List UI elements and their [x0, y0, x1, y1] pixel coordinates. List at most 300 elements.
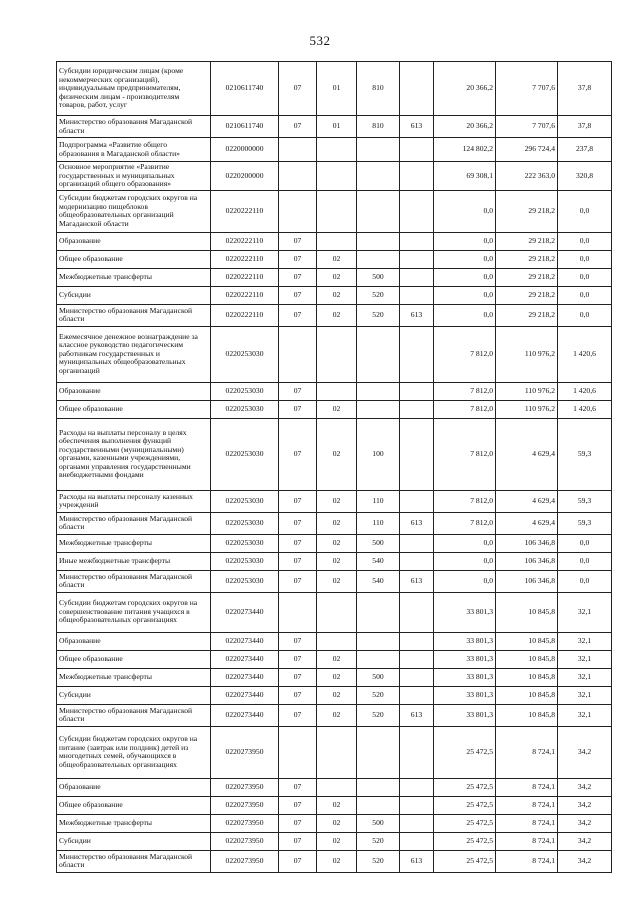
- percent-cell: 1 420,6: [558, 382, 612, 400]
- amount-planned-cell: 33 801,3: [434, 632, 496, 650]
- page-number: 532: [309, 33, 331, 48]
- percent-cell: 37,8: [558, 116, 612, 138]
- row-name-cell: Субсидии: [57, 832, 211, 850]
- target-code-cell: 0220253030: [211, 552, 279, 570]
- section-cell: 07: [279, 832, 317, 850]
- target-code-cell: 0220000000: [211, 138, 279, 162]
- target-code-cell: 0220273950: [211, 850, 279, 872]
- expense-type-cell: 520: [357, 850, 400, 872]
- table-row: [57, 552, 612, 570]
- section-cell: 07: [279, 796, 317, 814]
- subsection-cell: 01: [317, 116, 357, 138]
- percent-cell: 34,2: [558, 796, 612, 814]
- expense-type-cell: [357, 138, 400, 162]
- subsection-cell: 02: [317, 832, 357, 850]
- amount-planned-cell: 0,0: [434, 190, 496, 232]
- table-row: [57, 796, 612, 814]
- amount-planned-cell: 7 812,0: [434, 326, 496, 382]
- subsection-cell: 02: [317, 418, 357, 490]
- percent-cell: 0,0: [558, 250, 612, 268]
- subsection-cell: 02: [317, 650, 357, 668]
- expense-type-cell: 520: [357, 286, 400, 304]
- row-name-cell: Расходы на выплаты персоналу казенных учреждений: [57, 490, 211, 512]
- target-code-cell: 0220273440: [211, 632, 279, 650]
- percent-cell: 59,3: [558, 512, 612, 534]
- amount-actual-cell: 110 976,2: [496, 382, 558, 400]
- department-cell: [400, 632, 434, 650]
- amount-actual-cell: 7 707,6: [496, 62, 558, 116]
- amount-planned-cell: 33 801,3: [434, 704, 496, 726]
- expense-type-cell: 100: [357, 418, 400, 490]
- amount-planned-cell: 7 812,0: [434, 382, 496, 400]
- section-cell: 07: [279, 686, 317, 704]
- amount-planned-cell: 33 801,3: [434, 592, 496, 632]
- amount-planned-cell: 0,0: [434, 304, 496, 326]
- expense-type-cell: 500: [357, 534, 400, 552]
- row-name-cell: Министерство образования Магаданской области: [57, 304, 211, 326]
- amount-actual-cell: 10 845,8: [496, 704, 558, 726]
- section-cell: 07: [279, 382, 317, 400]
- department-cell: [400, 726, 434, 778]
- amount-planned-cell: 0,0: [434, 570, 496, 592]
- section-cell: [279, 726, 317, 778]
- expense-type-cell: 540: [357, 552, 400, 570]
- percent-cell: 32,1: [558, 668, 612, 686]
- row-name-cell: Субсидии: [57, 286, 211, 304]
- amount-actual-cell: 29 218,2: [496, 232, 558, 250]
- amount-actual-cell: 29 218,2: [496, 304, 558, 326]
- subsection-cell: [317, 632, 357, 650]
- subsection-cell: 02: [317, 304, 357, 326]
- section-cell: 07: [279, 250, 317, 268]
- percent-cell: 0,0: [558, 286, 612, 304]
- expense-type-cell: [357, 162, 400, 191]
- expense-type-cell: [357, 796, 400, 814]
- expense-type-cell: [357, 382, 400, 400]
- amount-actual-cell: 10 845,8: [496, 668, 558, 686]
- amount-actual-cell: 8 724,1: [496, 814, 558, 832]
- budget-table: [56, 61, 612, 873]
- amount-planned-cell: 7 812,0: [434, 512, 496, 534]
- table-row: [57, 512, 612, 534]
- expense-type-cell: 520: [357, 832, 400, 850]
- row-name-cell: Образование: [57, 632, 211, 650]
- department-cell: [400, 592, 434, 632]
- amount-planned-cell: 124 802,2: [434, 138, 496, 162]
- subsection-cell: 02: [317, 686, 357, 704]
- amount-planned-cell: 25 472,5: [434, 778, 496, 796]
- percent-cell: 0,0: [558, 190, 612, 232]
- percent-cell: 59,3: [558, 490, 612, 512]
- amount-actual-cell: 8 724,1: [496, 726, 558, 778]
- table-row: [57, 704, 612, 726]
- row-name-cell: Субсидии бюджетам городских округов на совершенствование питания учащихся в общеобразовательных организациях: [57, 592, 211, 632]
- expense-type-cell: 110: [357, 490, 400, 512]
- percent-cell: 32,1: [558, 704, 612, 726]
- percent-cell: 37,8: [558, 62, 612, 116]
- section-cell: 07: [279, 704, 317, 726]
- section-cell: 07: [279, 418, 317, 490]
- target-code-cell: 0220253030: [211, 512, 279, 534]
- department-cell: 613: [400, 116, 434, 138]
- row-name-cell: Межбюджетные трансферты: [57, 668, 211, 686]
- subsection-cell: [317, 190, 357, 232]
- table-row: [57, 250, 612, 268]
- table-row: [57, 138, 612, 162]
- amount-planned-cell: 33 801,3: [434, 668, 496, 686]
- department-cell: [400, 400, 434, 418]
- row-name-cell: Министерство образования Магаданской области: [57, 116, 211, 138]
- subsection-cell: 02: [317, 286, 357, 304]
- section-cell: 07: [279, 512, 317, 534]
- expense-type-cell: 520: [357, 686, 400, 704]
- amount-actual-cell: 29 218,2: [496, 268, 558, 286]
- percent-cell: 1 420,6: [558, 400, 612, 418]
- target-code-cell: 0220222110: [211, 250, 279, 268]
- expense-type-cell: [357, 650, 400, 668]
- row-name-cell: Межбюджетные трансферты: [57, 814, 211, 832]
- expense-type-cell: [357, 232, 400, 250]
- table-row: [57, 832, 612, 850]
- row-name-cell: Образование: [57, 232, 211, 250]
- department-cell: [400, 190, 434, 232]
- department-cell: [400, 286, 434, 304]
- amount-actual-cell: 8 724,1: [496, 850, 558, 872]
- target-code-cell: 0220253030: [211, 534, 279, 552]
- expense-type-cell: [357, 400, 400, 418]
- percent-cell: 34,2: [558, 814, 612, 832]
- amount-planned-cell: 25 472,5: [434, 850, 496, 872]
- expense-type-cell: 810: [357, 62, 400, 116]
- amount-actual-cell: 8 724,1: [496, 832, 558, 850]
- table-row: [57, 850, 612, 872]
- section-cell: 07: [279, 232, 317, 250]
- department-cell: [400, 552, 434, 570]
- target-code-cell: 0220200000: [211, 162, 279, 191]
- percent-cell: 237,8: [558, 138, 612, 162]
- subsection-cell: [317, 726, 357, 778]
- table-row: [57, 650, 612, 668]
- percent-cell: 59,3: [558, 418, 612, 490]
- amount-planned-cell: 0,0: [434, 534, 496, 552]
- expense-type-cell: [357, 250, 400, 268]
- percent-cell: 34,2: [558, 726, 612, 778]
- percent-cell: 1 420,6: [558, 326, 612, 382]
- section-cell: 07: [279, 850, 317, 872]
- expense-type-cell: 500: [357, 814, 400, 832]
- row-name-cell: Образование: [57, 778, 211, 796]
- target-code-cell: 0220253030: [211, 400, 279, 418]
- table-row: [57, 326, 612, 382]
- subsection-cell: 02: [317, 250, 357, 268]
- amount-planned-cell: 0,0: [434, 552, 496, 570]
- amount-actual-cell: 106 346,8: [496, 570, 558, 592]
- amount-actual-cell: 222 363,0: [496, 162, 558, 191]
- amount-actual-cell: 10 845,8: [496, 650, 558, 668]
- subsection-cell: [317, 382, 357, 400]
- row-name-cell: Министерство образования Магаданской области: [57, 570, 211, 592]
- expense-type-cell: 520: [357, 704, 400, 726]
- department-cell: 613: [400, 304, 434, 326]
- subsection-cell: 02: [317, 512, 357, 534]
- percent-cell: 32,1: [558, 686, 612, 704]
- row-name-cell: Ежемесячное денежное вознаграждение за классное руководство педагогическим работникам государственных и муниципальных общеобразовательных организаций: [57, 326, 211, 382]
- amount-actual-cell: 110 976,2: [496, 400, 558, 418]
- department-cell: [400, 62, 434, 116]
- department-cell: [400, 382, 434, 400]
- percent-cell: 34,2: [558, 832, 612, 850]
- subsection-cell: 02: [317, 268, 357, 286]
- subsection-cell: [317, 326, 357, 382]
- percent-cell: 0,0: [558, 304, 612, 326]
- section-cell: 07: [279, 570, 317, 592]
- target-code-cell: 0220273440: [211, 686, 279, 704]
- section-cell: 07: [279, 286, 317, 304]
- department-cell: [400, 534, 434, 552]
- target-code-cell: 0220222110: [211, 304, 279, 326]
- expense-type-cell: 540: [357, 570, 400, 592]
- table-row: [57, 686, 612, 704]
- target-code-cell: 0220253030: [211, 382, 279, 400]
- section-cell: [279, 190, 317, 232]
- amount-planned-cell: 25 472,5: [434, 814, 496, 832]
- row-name-cell: Межбюджетные трансферты: [57, 268, 211, 286]
- target-code-cell: 0220273440: [211, 668, 279, 686]
- department-cell: [400, 796, 434, 814]
- section-cell: 07: [279, 400, 317, 418]
- section-cell: 07: [279, 552, 317, 570]
- amount-planned-cell: 7 812,0: [434, 400, 496, 418]
- target-code-cell: 0220253030: [211, 418, 279, 490]
- row-name-cell: Субсидии юридическим лицам (кроме некоммерческих организаций), индивидуальным предпринимателям, физическим лицам - производителям товаров, работ, услуг: [57, 62, 211, 116]
- section-cell: [279, 138, 317, 162]
- department-cell: 613: [400, 570, 434, 592]
- percent-cell: 34,2: [558, 778, 612, 796]
- table-row: [57, 490, 612, 512]
- percent-cell: 0,0: [558, 552, 612, 570]
- target-code-cell: 0220273440: [211, 704, 279, 726]
- amount-actual-cell: 106 346,8: [496, 552, 558, 570]
- subsection-cell: [317, 232, 357, 250]
- section-cell: 07: [279, 632, 317, 650]
- amount-planned-cell: 0,0: [434, 286, 496, 304]
- amount-actual-cell: 29 218,2: [496, 190, 558, 232]
- expense-type-cell: 110: [357, 512, 400, 534]
- expense-type-cell: [357, 326, 400, 382]
- subsection-cell: 02: [317, 668, 357, 686]
- target-code-cell: 0220222110: [211, 268, 279, 286]
- percent-cell: 320,8: [558, 162, 612, 191]
- subsection-cell: 02: [317, 552, 357, 570]
- subsection-cell: 02: [317, 534, 357, 552]
- amount-actual-cell: 106 346,8: [496, 534, 558, 552]
- amount-actual-cell: 110 976,2: [496, 326, 558, 382]
- row-name-cell: Расходы на выплаты персоналу в целях обеспечения выполнения функций государственными (муниципальными) органами, казенными учреждениями, органами управления государственными внебюджетными фондами: [57, 418, 211, 490]
- amount-planned-cell: 25 472,5: [434, 796, 496, 814]
- amount-actual-cell: 4 629,4: [496, 490, 558, 512]
- table-row: [57, 190, 612, 232]
- section-cell: 07: [279, 650, 317, 668]
- section-cell: 07: [279, 268, 317, 286]
- amount-actual-cell: 8 724,1: [496, 796, 558, 814]
- target-code-cell: 0210611740: [211, 62, 279, 116]
- subsection-cell: 02: [317, 400, 357, 418]
- subsection-cell: 02: [317, 796, 357, 814]
- amount-planned-cell: 33 801,3: [434, 650, 496, 668]
- expense-type-cell: [357, 726, 400, 778]
- amount-actual-cell: 10 845,8: [496, 686, 558, 704]
- row-name-cell: Межбюджетные трансферты: [57, 534, 211, 552]
- table-row: [57, 232, 612, 250]
- table-row: [57, 726, 612, 778]
- expense-type-cell: 500: [357, 668, 400, 686]
- department-cell: 613: [400, 704, 434, 726]
- department-cell: [400, 778, 434, 796]
- row-name-cell: Министерство образования Магаданской области: [57, 704, 211, 726]
- department-cell: 613: [400, 512, 434, 534]
- row-name-cell: Общее образование: [57, 650, 211, 668]
- department-cell: [400, 490, 434, 512]
- target-code-cell: 0220222110: [211, 190, 279, 232]
- target-code-cell: 0210611740: [211, 116, 279, 138]
- subsection-cell: 02: [317, 570, 357, 592]
- amount-planned-cell: 7 812,0: [434, 490, 496, 512]
- subsection-cell: 01: [317, 62, 357, 116]
- subsection-cell: [317, 778, 357, 796]
- row-name-cell: Субсидии бюджетам городских округов на питание (завтрак или полдник) детей из многодетных семей, обучающихся в общеобразовательных организациях: [57, 726, 211, 778]
- amount-actual-cell: 29 218,2: [496, 286, 558, 304]
- amount-actual-cell: 10 845,8: [496, 592, 558, 632]
- table-row: [57, 304, 612, 326]
- table-row: [57, 592, 612, 632]
- table-row: [57, 286, 612, 304]
- department-cell: [400, 650, 434, 668]
- table-row: [57, 268, 612, 286]
- target-code-cell: 0220253030: [211, 490, 279, 512]
- table-row: [57, 62, 612, 116]
- target-code-cell: 0220253030: [211, 326, 279, 382]
- department-cell: [400, 232, 434, 250]
- section-cell: 07: [279, 304, 317, 326]
- row-name-cell: Общее образование: [57, 250, 211, 268]
- table-row: [57, 162, 612, 191]
- section-cell: 07: [279, 814, 317, 832]
- amount-planned-cell: 0,0: [434, 250, 496, 268]
- subsection-cell: 02: [317, 490, 357, 512]
- expense-type-cell: 810: [357, 116, 400, 138]
- table-row: [57, 382, 612, 400]
- department-cell: [400, 162, 434, 191]
- percent-cell: 0,0: [558, 534, 612, 552]
- department-cell: [400, 268, 434, 286]
- department-cell: [400, 668, 434, 686]
- section-cell: 07: [279, 62, 317, 116]
- target-code-cell: 0220222110: [211, 286, 279, 304]
- percent-cell: 32,1: [558, 650, 612, 668]
- target-code-cell: 0220273950: [211, 814, 279, 832]
- department-cell: [400, 138, 434, 162]
- table-row: [57, 632, 612, 650]
- row-name-cell: Субсидии: [57, 686, 211, 704]
- table-row: [57, 400, 612, 418]
- amount-actual-cell: 8 724,1: [496, 778, 558, 796]
- amount-planned-cell: 0,0: [434, 232, 496, 250]
- percent-cell: 32,1: [558, 592, 612, 632]
- percent-cell: 0,0: [558, 232, 612, 250]
- row-name-cell: Подпрограмма «Развитие общего образования в Магаданской области»: [57, 138, 211, 162]
- subsection-cell: 02: [317, 850, 357, 872]
- target-code-cell: 0220222110: [211, 232, 279, 250]
- table-row: [57, 534, 612, 552]
- percent-cell: 0,0: [558, 570, 612, 592]
- expense-type-cell: [357, 632, 400, 650]
- amount-actual-cell: 296 724,4: [496, 138, 558, 162]
- expense-type-cell: [357, 592, 400, 632]
- table-row: [57, 668, 612, 686]
- section-cell: [279, 326, 317, 382]
- amount-planned-cell: 7 812,0: [434, 418, 496, 490]
- amount-planned-cell: 0,0: [434, 268, 496, 286]
- target-code-cell: 0220273950: [211, 832, 279, 850]
- section-cell: [279, 592, 317, 632]
- target-code-cell: 0220253030: [211, 570, 279, 592]
- row-name-cell: Субсидии бюджетам городских округов на модернизацию пищеблоков общеобразовательных организаций Магаданской области: [57, 190, 211, 232]
- row-name-cell: Министерство образования Магаданской области: [57, 850, 211, 872]
- expense-type-cell: 500: [357, 268, 400, 286]
- amount-actual-cell: 10 845,8: [496, 632, 558, 650]
- expense-type-cell: [357, 190, 400, 232]
- department-cell: [400, 686, 434, 704]
- amount-planned-cell: 33 801,3: [434, 686, 496, 704]
- department-cell: [400, 418, 434, 490]
- target-code-cell: 0220273440: [211, 592, 279, 632]
- row-name-cell: Образование: [57, 382, 211, 400]
- department-cell: [400, 326, 434, 382]
- percent-cell: 0,0: [558, 268, 612, 286]
- subsection-cell: [317, 162, 357, 191]
- amount-actual-cell: 4 629,4: [496, 418, 558, 490]
- section-cell: 07: [279, 778, 317, 796]
- amount-planned-cell: 25 472,5: [434, 832, 496, 850]
- amount-planned-cell: 69 308,1: [434, 162, 496, 191]
- target-code-cell: 0220273440: [211, 650, 279, 668]
- department-cell: [400, 832, 434, 850]
- row-name-cell: Общее образование: [57, 796, 211, 814]
- row-name-cell: Иные межбюджетные трансферты: [57, 552, 211, 570]
- amount-planned-cell: 25 472,5: [434, 726, 496, 778]
- amount-actual-cell: 4 629,4: [496, 512, 558, 534]
- percent-cell: 32,1: [558, 632, 612, 650]
- percent-cell: 34,2: [558, 850, 612, 872]
- table-row: [57, 778, 612, 796]
- table-row: [57, 418, 612, 490]
- expense-type-cell: 520: [357, 304, 400, 326]
- target-code-cell: 0220273950: [211, 726, 279, 778]
- subsection-cell: 02: [317, 814, 357, 832]
- row-name-cell: Основное мероприятие «Развитие государственных и муниципальных организаций общего образования»: [57, 162, 211, 191]
- amount-actual-cell: 29 218,2: [496, 250, 558, 268]
- department-cell: [400, 814, 434, 832]
- row-name-cell: Общее образование: [57, 400, 211, 418]
- department-cell: [400, 250, 434, 268]
- subsection-cell: [317, 592, 357, 632]
- section-cell: [279, 162, 317, 191]
- amount-planned-cell: 20 366,2: [434, 62, 496, 116]
- department-cell: 613: [400, 850, 434, 872]
- table-row: [57, 116, 612, 138]
- target-code-cell: 0220273950: [211, 796, 279, 814]
- subsection-cell: 02: [317, 704, 357, 726]
